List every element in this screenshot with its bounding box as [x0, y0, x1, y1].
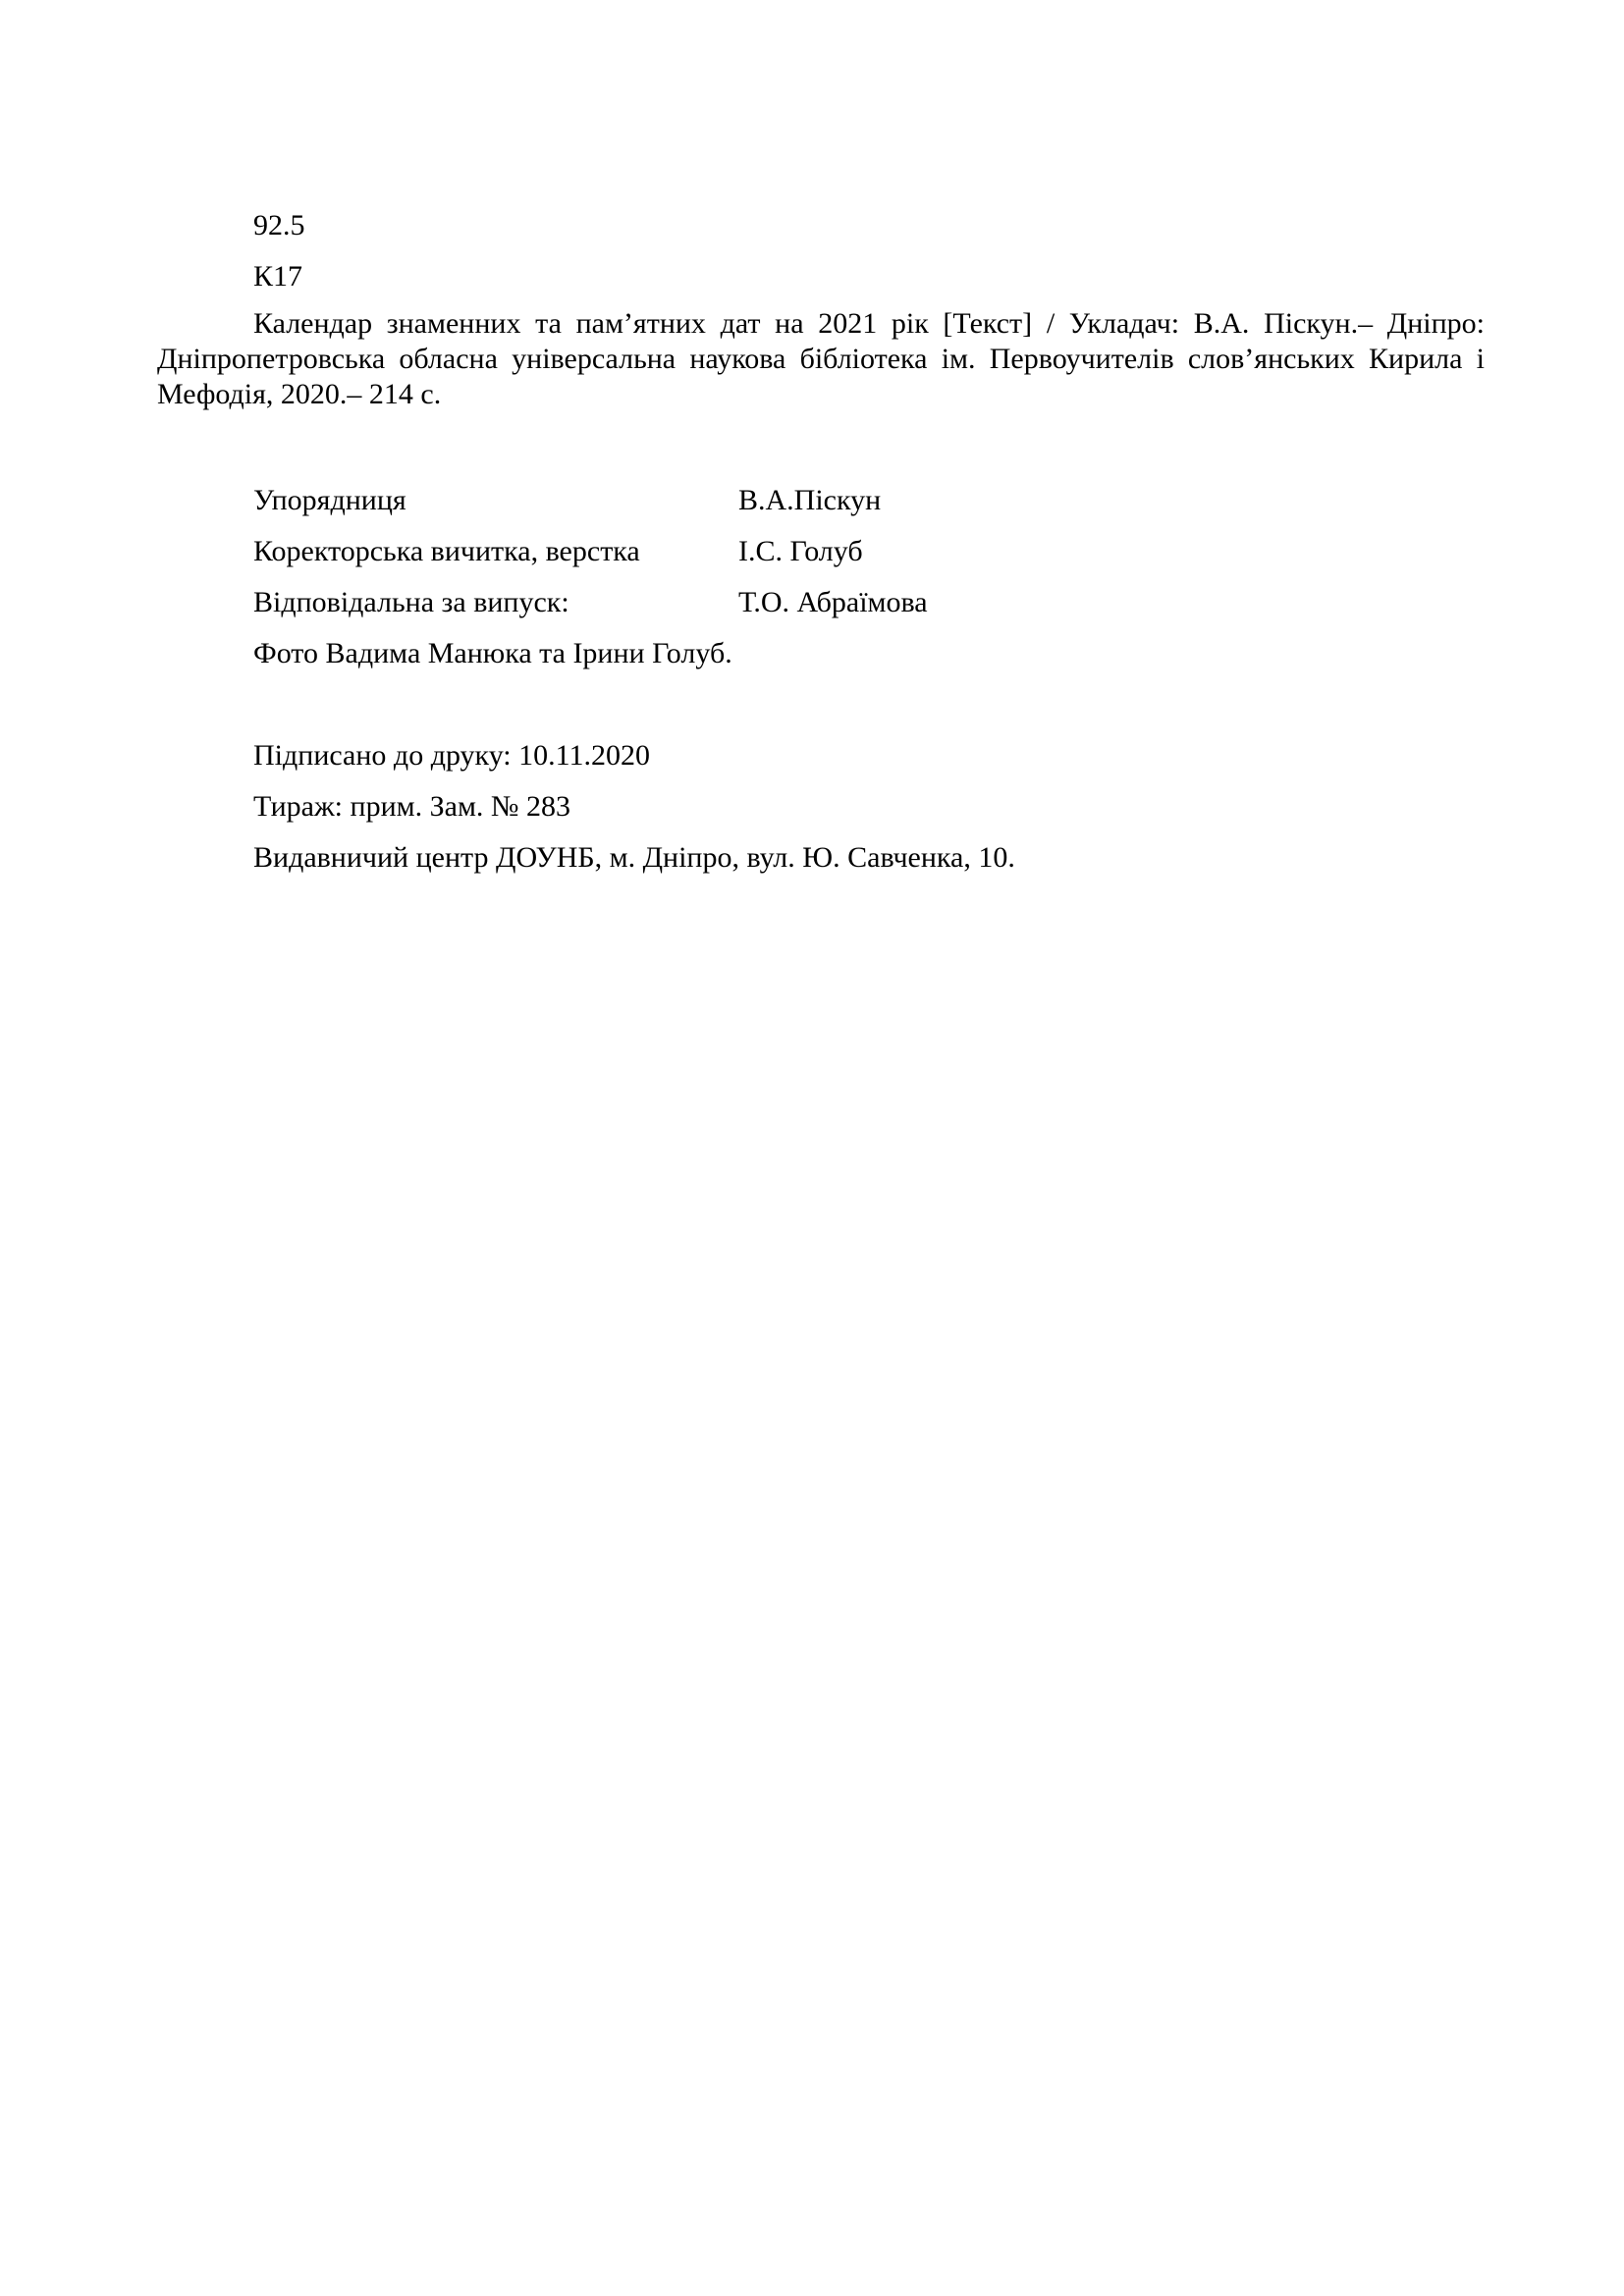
credit-value-responsible: Т.О. Абраїмова	[738, 586, 928, 618]
credit-value-proofreading: І.С. Голуб	[738, 535, 863, 567]
author-mark: К17	[253, 260, 303, 293]
credit-value-compiler: В.А.Піскун	[738, 484, 882, 516]
credit-label-responsible: Відповідальна за випуск:	[253, 586, 569, 618]
credit-label-compiler: Упорядниця	[253, 484, 406, 516]
udc-index: 92.5	[253, 209, 305, 241]
signed-for-print: Підписано до друку: 10.11.2020	[253, 739, 651, 772]
photo-credit: Фото Вадима Манюка та Ірини Голуб.	[253, 637, 732, 669]
credit-label-proofreading: Коректорська вичитка, верстка	[253, 535, 640, 567]
print-run: Тираж: прим. Зам. № 283	[253, 790, 571, 823]
bibliographic-description: Календар знаменних та пам’ятних дат на 2021 рік [Текст] / Укладач: В.А. Піскун.– Дніпро: Дніпропетровська обласна універсальна наукова бібліотека ім. Первоучителів слов’янських Кирила і Мефодія, 2020.– 214 с.	[157, 307, 1485, 410]
publisher-info: Видавничий центр ДОУНБ, м. Дніпро, вул. Ю. Савченка, 10.	[253, 841, 1015, 874]
